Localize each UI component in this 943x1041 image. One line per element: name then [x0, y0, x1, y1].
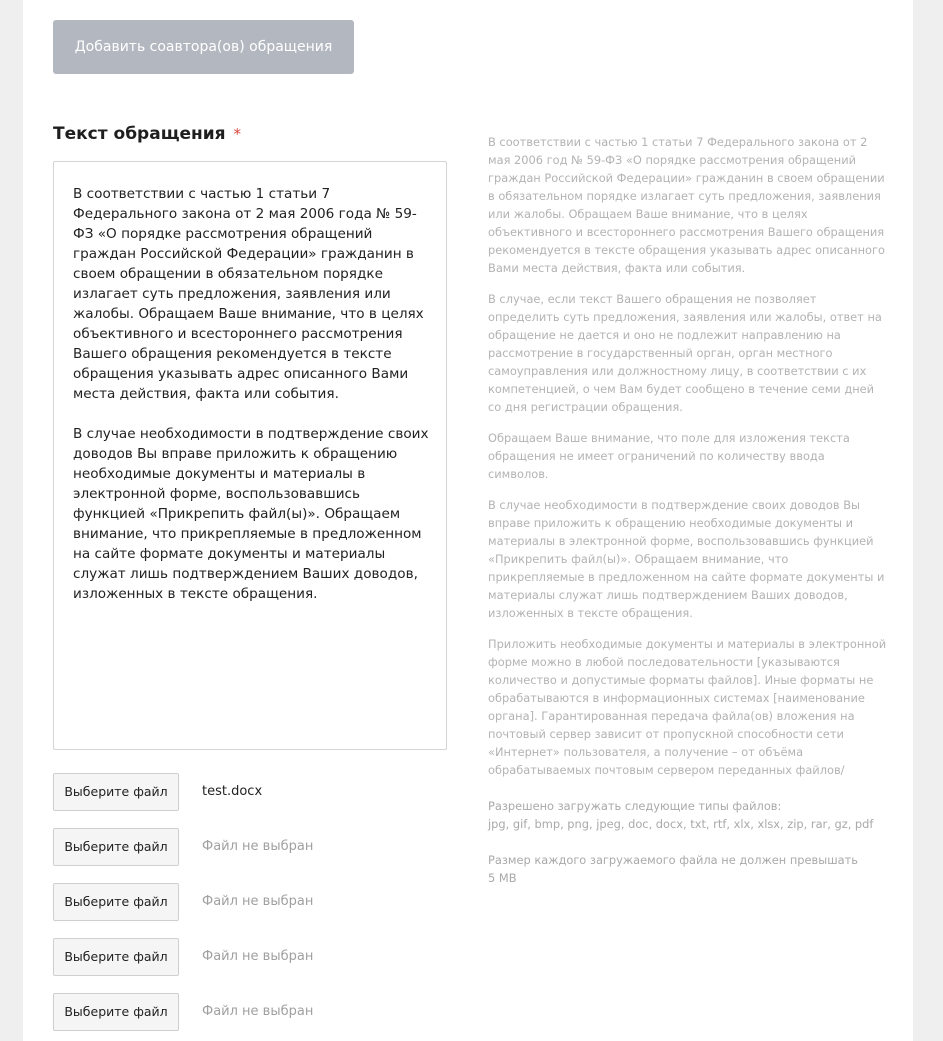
- file-name-label: Файл не выбран: [202, 894, 314, 909]
- file-input-row: [53, 828, 453, 866]
- choose-file-button[interactable]: Выберите файл: [53, 828, 179, 866]
- allowed-types-label: Разрешено загружать следующие типы файлов:: [488, 799, 782, 813]
- file-name-label: Файл не выбран: [202, 949, 314, 964]
- appeal-text-paragraph: В случае необходимости в подтверждение своих доводов Вы вправе приложить к обращению необходимые документы и материалы в электронной форме, воспользовавшись функцией «Прикрепить файл(ы)». Обращаем внимание, что прикрепляемые в предложенном на сайте формате документы и материалы служат лишь подтверждением Ваших доводов, изложенных в тексте обращения.: [73, 426, 429, 602]
- hint-paragraph: В случае, если текст Вашего обращения не позволяет определить суть предложения, заявления или жалобы, ответ на обращение не дается и оно не подлежит направлению на рассмотрение в государственный орган, орган местного самоуправления или должностному лицу, в соответствии с их компетенцией, о чем Вам будет сообщено в течение семи дней со дня регистрации обращения.: [488, 292, 882, 414]
- add-coauthor-button[interactable]: Добавить соавтора(ов) обращения: [53, 20, 354, 74]
- max-size-label: Размер каждого загружаемого файла не должен превышать: [488, 853, 858, 867]
- file-input-row: [53, 938, 453, 976]
- choose-file-button[interactable]: Выберите файл: [53, 883, 179, 921]
- choose-file-button[interactable]: Выберите файл: [53, 773, 179, 811]
- max-size-value: 5 MB: [488, 871, 517, 885]
- allowed-types-list: jpg, gif, bmp, png, jpeg, doc, docx, txt, rtf, xlx, xlsx, zip, rar, gz, pdf: [488, 817, 874, 831]
- appeal-text-paragraph: В соответствии с частью 1 статьи 7 Федерального закона от 2 мая 2006 года № 59-ФЗ «О порядке рассмотрения обращений граждан Российской Федерации» гражданин в своем обращении в обязательном порядке излагает суть предложения, заявления или жалобы. Обращаем Ваше внимание, что в целях объективного и всестороннего рассмотрения Вашего обращения рекомендуется в тексте обращения указывать адрес описанного Вами места действия, факта или события.: [73, 186, 424, 402]
- hint-paragraph: Приложить необходимые документы и материалы в электронной форме можно в любой последовательности [указываются количество и допустимые форматы файлов]. Иные форматы не обрабатываются в информационных системах [наименование органа]. Гарантированная передача файла(ов) вложения на почтовый сервер зависит от пропускной способности сети «Интернет» пользователя, а получение – от объёма обрабатываемых почтовым сервером переданных файлов/: [488, 637, 887, 777]
- section-title-text: Текст обращения: [53, 124, 226, 144]
- hint-paragraph: В случае необходимости в подтверждение своих доводов Вы вправе приложить к обращению необходимые документы и материалы в электронной форме, воспользовавшись функцией «Прикрепить файл(ы)». Обращаем внимание, что прикрепляемые в предложенном на сайте формате документы и материалы служат лишь подтверждением Ваших доводов, изложенных в тексте обращения.: [488, 498, 885, 620]
- hint-paragraph: В соответствии с частью 1 статьи 7 Федерального закона от 2 мая 2006 год № 59-ФЗ «О порядке рассмотрения обращений граждан Российской Федерации» гражданин в своем обращении в обязательном порядке излагает суть предложения, заявления или жалобы. Обращаем Ваше внимание, что в целях объективного и всестороннего рассмотрения Вашего обращения рекомендуется в тексте обращения указывать адрес описанного Вами места действия, факта или события.: [488, 135, 885, 275]
- choose-file-button[interactable]: Выберите файл: [53, 993, 179, 1031]
- file-name-label: Файл не выбран: [202, 839, 314, 854]
- hint-paragraph: Обращаем Ваше внимание, что поле для изложения текста обращения не имеет ограничений по количеству ввода символов.: [488, 431, 850, 481]
- file-input-row: [53, 993, 453, 1031]
- section-title: [53, 124, 241, 144]
- max-size-hint: [488, 851, 888, 887]
- file-name-label: Файл не выбран: [202, 1004, 314, 1019]
- form-card: [23, 0, 913, 1041]
- required-star: *: [233, 125, 242, 143]
- hint-column: [488, 133, 888, 792]
- file-input-row: [53, 773, 453, 811]
- appeal-text-area[interactable]: [53, 161, 447, 750]
- file-input-row: [53, 883, 453, 921]
- choose-file-button[interactable]: Выберите файл: [53, 938, 179, 976]
- file-requirements: [488, 797, 888, 905]
- file-name-label: test.docx: [202, 784, 263, 799]
- allowed-types-hint: [488, 797, 888, 833]
